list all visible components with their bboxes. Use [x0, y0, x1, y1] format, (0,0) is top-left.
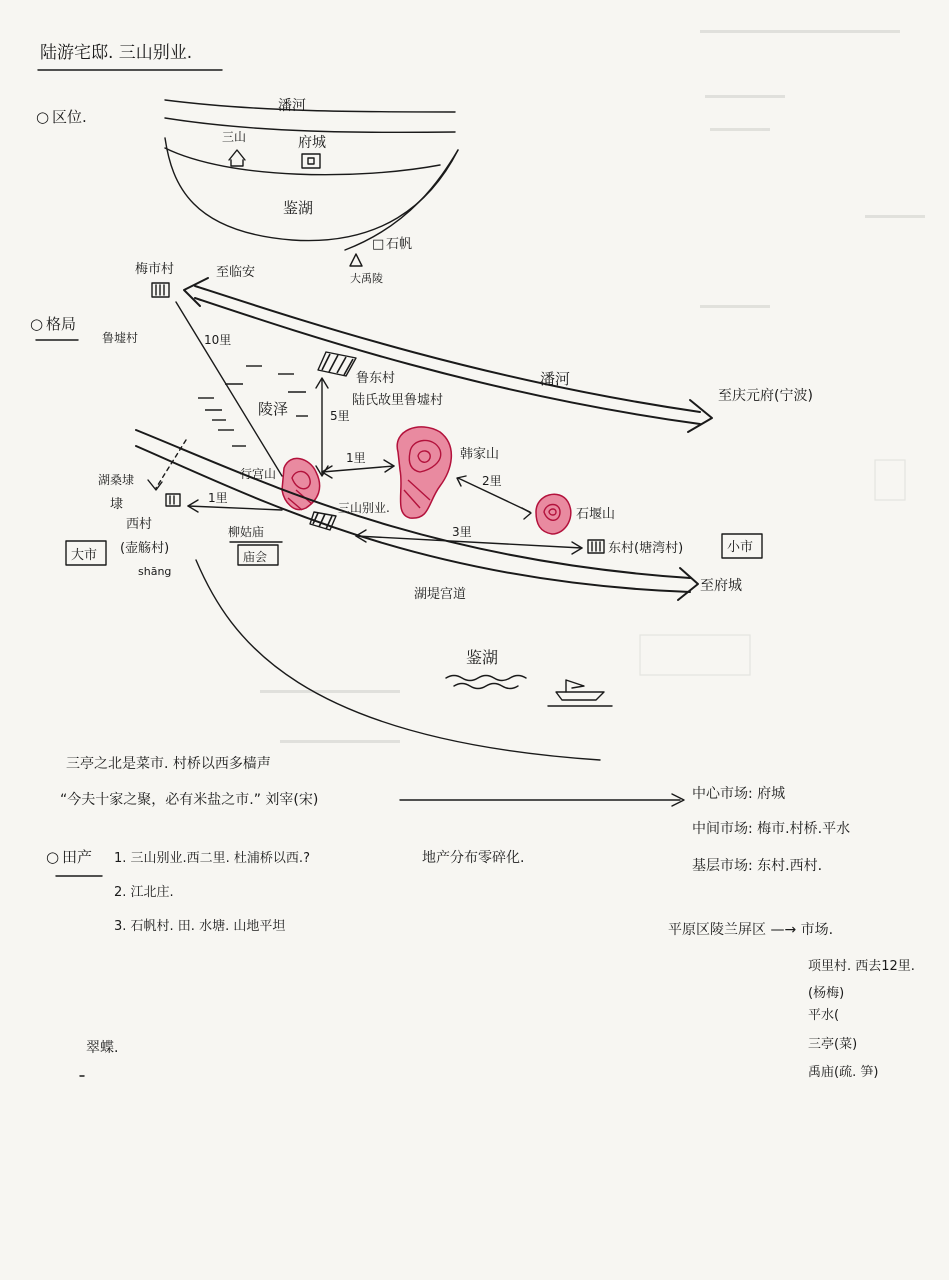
location-shifan-label: 石帆 [386, 237, 413, 252]
big-market-label: 大市 [71, 548, 98, 563]
location-map [36, 98, 458, 285]
location-yu-tomb-label: 大禹陵 [350, 272, 383, 285]
bottom-note: 翠蝶. [86, 1040, 119, 1056]
market-list-item-3: 平水( [808, 1008, 840, 1023]
shiyan-mountain-icon [536, 494, 571, 534]
west-village-marker [166, 494, 180, 506]
sanshan-villa-label: 三山别业. [338, 501, 390, 515]
small-market-label: 小市 [727, 540, 754, 555]
section-produce-title: 田产 [62, 848, 93, 866]
liugu-temple-label: 柳姑庙 [228, 525, 265, 539]
distance-2li-label: 2里 [482, 474, 502, 488]
quote-line-1: 三亭之北是菜市. 村桥以西多樯声 [66, 756, 271, 772]
west-village-pinyin: shāng [138, 565, 172, 578]
distance-1li-label: 1里 [346, 451, 366, 465]
city-marker-icon [302, 154, 320, 168]
lower-lake-label: 鉴湖 [466, 648, 499, 667]
distance-5li-label: 5里 [330, 409, 350, 423]
shaoxing-market-list [668, 921, 915, 1080]
market-list-item-2: (杨梅) [808, 986, 845, 1001]
boat-icon [548, 680, 612, 706]
land-dispersal-note: 地产分布零碎化. [422, 850, 525, 866]
market-list-item-1: 项里村. 西去12里. [808, 959, 915, 974]
yu-tomb-marker-icon [350, 254, 362, 266]
lingze-marsh-marks [198, 366, 308, 446]
produce-item-2: 2. 江北庄. [114, 885, 174, 900]
section-location-label: ○ [36, 108, 50, 126]
meishi-village-label: 梅市村 [135, 262, 175, 277]
market-basic-label: 基层市场: 东村.西村. [692, 858, 823, 874]
distance-3li-label: 3里 [452, 525, 472, 539]
section-layout-title: 格局 [46, 315, 77, 333]
shaoxing-markets-title: 平原区陵兰屏区 —→ 市场. [668, 922, 834, 938]
to-linan-label: 至临安 [216, 265, 256, 280]
location-lake-label: 鉴湖 [283, 199, 314, 217]
west-village-label: 西村 [126, 517, 153, 532]
ludong-village-marker [318, 352, 356, 376]
distance-10li-label: 10里 [204, 333, 232, 347]
location-river-label: 潘河 [278, 98, 306, 114]
hanjia-mountain-label: 韩家山 [460, 447, 500, 462]
section-layout-bullet: ○ [30, 315, 44, 333]
quote-line-2: “今夫十家之聚，必有米盐之市.” 刘宰(宋) [60, 792, 319, 808]
to-qingyuan-label: 至庆元府(宁波) [718, 388, 813, 404]
distance-1li-b-label: 1里 [208, 491, 228, 505]
luxu-village-label: 鲁墟村 [102, 331, 139, 345]
produce-notes [46, 848, 524, 934]
husang-embankment-label: 湖桑埭 [98, 473, 135, 487]
west-village-alt-label: (壶觞村) [120, 541, 170, 556]
market-center-label: 中心市场: 府城 [692, 786, 786, 802]
layout-map [30, 261, 813, 760]
ancestral-home-label: 陆氏故里鲁墟村 [352, 393, 444, 408]
lakebank-road-label: 湖堤宫道 [414, 587, 467, 602]
to-prefecture-label: 至府城 [700, 578, 742, 594]
produce-item-1: 1. 三山别业.西二里. 杜浦桥以西.? [114, 851, 310, 866]
market-list-item-5: 禹庙(疏. 笋) [808, 1065, 879, 1080]
hanjia-mountain-icon [397, 427, 451, 518]
shiyan-mountain-label: 石堰山 [576, 507, 616, 522]
location-city-label: 府城 [298, 135, 326, 151]
temple-fair-label: 庙会 [243, 550, 268, 564]
ludong-village-label: 鲁东村 [356, 371, 396, 386]
market-middle-label: 中间市场: 梅市.村桥.平水 [692, 821, 851, 837]
xinggong-mountain-icon [282, 458, 320, 510]
lake-wave-icon [446, 676, 526, 681]
location-sanshan-label: 三山 [222, 130, 247, 144]
bleed-through-marks [260, 30, 925, 743]
canal-river-label: 潘河 [540, 370, 571, 388]
road-east-arrow-icon [678, 568, 698, 600]
lingze-label: 陵泽 [258, 400, 289, 418]
section-location-title: 区位. [52, 108, 87, 126]
xinggong-mountain-label: 行宫山 [240, 467, 277, 481]
section-produce-bullet: ○ [46, 848, 60, 866]
east-village-label: 东村(塘湾村) [608, 541, 684, 556]
produce-item-3: 3. 石帆村. 田. 水塘. 山地平坦 [114, 919, 286, 934]
canal-east-arrow-icon [688, 400, 712, 432]
sanshan-marker-icon [229, 150, 245, 166]
husang-embankment-extra: 埭 [110, 497, 124, 512]
title-block [38, 42, 222, 70]
shifan-marker-icon: □ [372, 237, 385, 252]
page-title: 陆游宅邸. 三山别业. [40, 43, 193, 63]
market-list-item-4: 三亭(菜) [808, 1037, 858, 1052]
